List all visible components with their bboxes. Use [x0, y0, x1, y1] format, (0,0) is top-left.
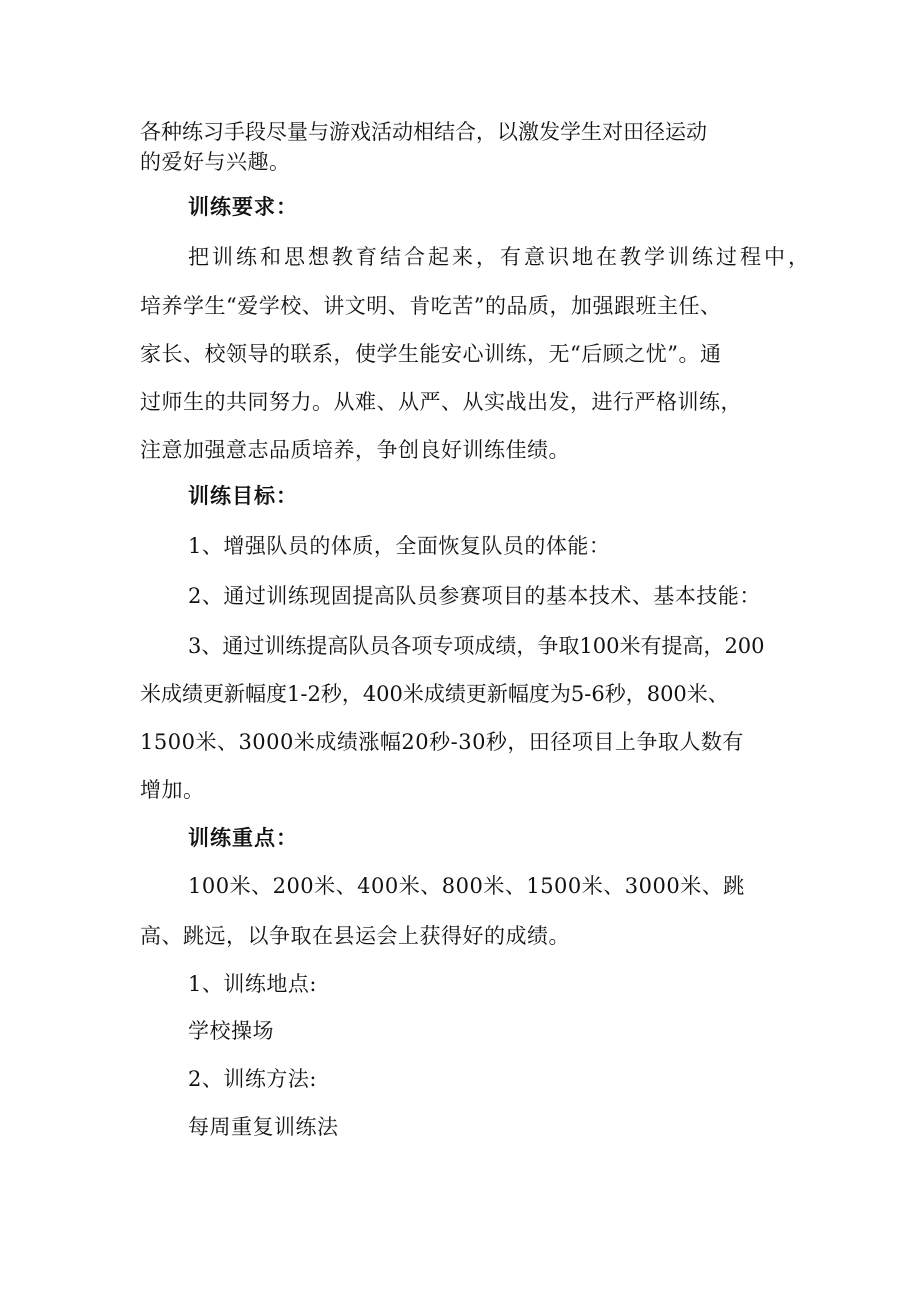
requirements-line-5: 注意加强意志品质培养，争创良好训练佳绩。: [140, 438, 570, 462]
goals-item-3-line-2: 米成绩更新幅度1-2秒，400米成绩更新幅度为5-6秒，800米、: [140, 682, 729, 706]
requirements-line-4: 过师生的共同努力。从难、从严、从实战出发，进行严格训练，: [140, 390, 742, 414]
goals-item-3-line-1: 3、通过训练提高队员各项专项成绩，争取100米有提高，200: [188, 634, 765, 658]
goals-item-2: 2、通过训练现固提高队员参赛项目的基本技术、基本技能：: [188, 584, 761, 608]
focus-line-2: 高、跳远，以争取在县运会上获得好的成绩。: [140, 924, 570, 948]
location-label: 1、训练地点:: [188, 972, 317, 996]
intro-line-1: 各种练习手段尽量与游戏活动相结合，以激发学生对田径运动: [140, 120, 707, 144]
location-value: 学校操场: [188, 1019, 274, 1043]
focus-line-1: 100米、200米、400米、800米、1500米、3000米、跳: [188, 874, 745, 898]
focus-heading: 训练重点：: [188, 826, 298, 850]
requirements-line-3: 家长、校领导的联系，使学生能安心训练，无“后顾之忧”。通: [140, 342, 722, 366]
method-label: 2、训练方法:: [188, 1067, 317, 1091]
intro-line-2: 的爱好与兴趣。: [140, 150, 291, 174]
method-value: 每周重复训练法: [188, 1115, 339, 1139]
goals-item-3-line-3: 1500米、3000米成绩涨幅20秒-30秒，田径项目上争取人数有: [140, 730, 744, 754]
requirements-heading: 训练要求：: [188, 195, 298, 219]
goals-item-1: 1、增强队员的体质，全面恢复队员的体能：: [188, 534, 611, 558]
requirements-line-1: 把训练和思想教育结合起来，有意识地在教学训练过程中，: [188, 245, 812, 269]
goals-heading: 训练目标：: [188, 484, 298, 508]
requirements-line-2: 培养学生“爱学校、讲文明、肯吃苦”的品质，加强跟班主任、: [140, 294, 722, 318]
goals-item-3-line-4: 增加。: [140, 778, 205, 802]
